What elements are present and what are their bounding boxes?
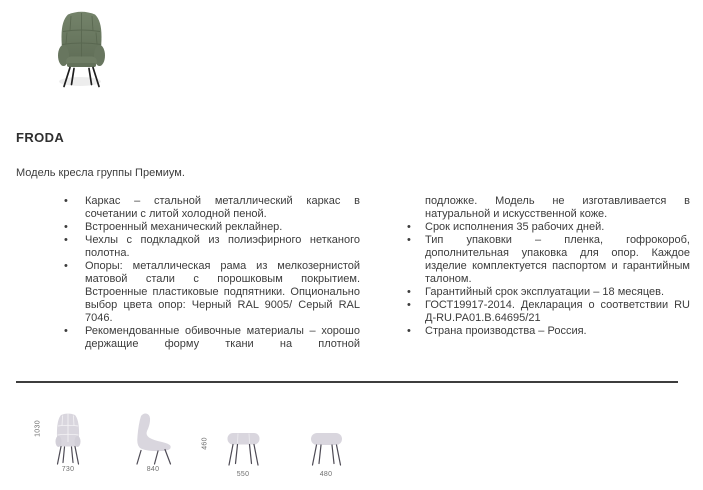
spec-item: • Каркас – стальной металлический каркас в сочетании с литой холодной пеной. [63,195,360,221]
ottoman-front-drawing [225,430,262,467]
chair-front-outline-icon [53,412,83,465]
spec-item: • ГОСТ19917-2014. Декларация о соответствии RU Д-RU.РА01.В.64695/21 [406,299,690,325]
dim-chair-width-label: 730 [61,466,75,473]
specs-column-left [63,195,360,351]
green-lounge-chair-illustration [55,11,108,90]
spec-item: • Чехлы с подкладкой из полиэфирного нетканого полотна. [63,234,360,260]
dim-ottoman-depth-label: 480 [319,471,333,478]
ottoman-front-outline-icon [225,430,262,467]
product-photo-green-chair-image [55,11,108,90]
page-subtitle: Модель кресла группы Премиум. [16,167,185,179]
spec-item: • Срок исполнения 35 рабочих дней. [406,221,690,234]
spec-item: • Страна производства – Россия. [406,325,690,338]
specs-column-right [406,195,690,338]
spec-item: • Встроенный механический реклайнер. [63,221,360,234]
spec-item: • Тип упаковки – пленка, гофрокороб, дополнительная упаковка для опор. Каждое изделие комплектуется паспортом и гарантийным талоном. [406,234,690,286]
ottoman-side-drawing [308,430,345,467]
chair-side-outline-icon [130,412,175,465]
dim-ottoman-width-label: 550 [236,471,250,478]
spec-item-continued: • Рекомендованные обивочные материалы – хорошо держащие форму ткани на плотной [63,325,360,351]
dim-chair-depth-label: 840 [146,466,160,473]
continuation-paragraph: подложке. Модель не изготавливается в натуральной и искусственной коже. [425,195,690,220]
divider-rule [16,381,678,383]
chair-side-drawing [130,412,175,465]
spec-item: • Гарантийный срок эксплуатации – 18 месяцев. [406,286,690,299]
dim-chair-height-label: 1030 [34,420,42,437]
specs-right-list [406,221,690,338]
ottoman-side-outline-icon [308,430,345,467]
spec-item: • Опоры: металлическая рама из мелкозернистой матовой стали с порошковым покрытием. Встроенные пластиковые подпятники. Опционально выбор цвета опор: Черный RAL 9005/ Серый RAL 7046. [63,260,360,325]
page-title: FRODA [16,130,65,145]
chair-front-drawing [53,412,83,465]
specs-left-list [63,195,360,351]
dim-ottoman-height-label: 460 [201,437,209,450]
